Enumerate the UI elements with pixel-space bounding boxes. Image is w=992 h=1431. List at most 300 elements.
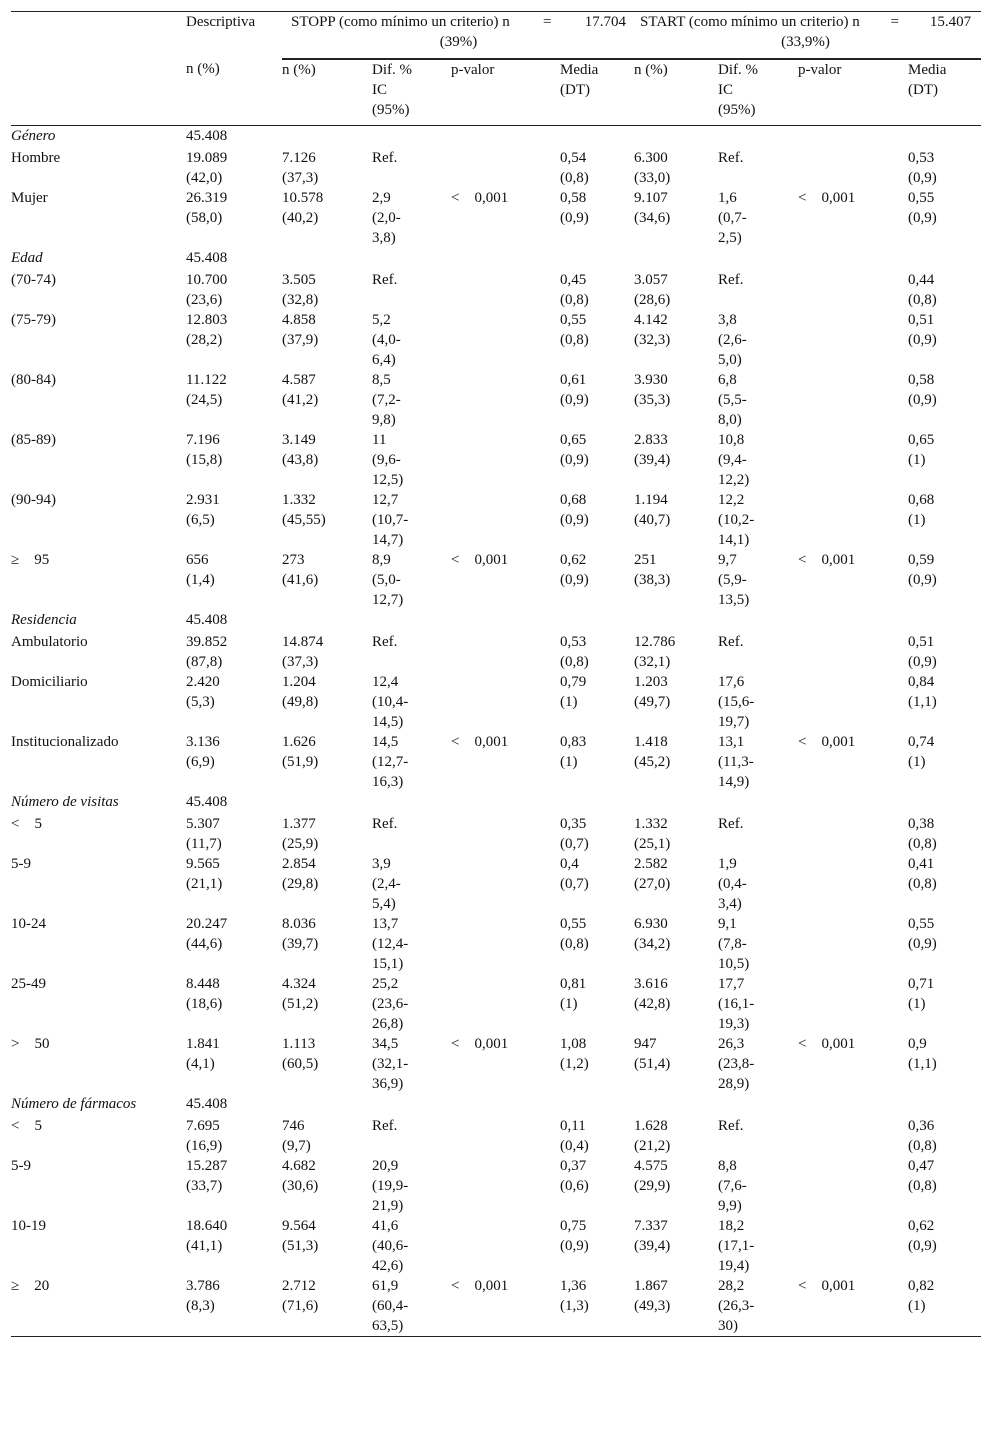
start-dif-cell-line: 13,5): [718, 592, 750, 608]
stopp-n-cell-line: (45,55): [282, 512, 326, 528]
stopp-dif-cell-line: 25,2: [372, 976, 399, 992]
row-label: Ambulatorio: [11, 634, 88, 650]
stopp-pvalue-cell: < 0,001: [451, 1278, 509, 1294]
start-dif-cell-line: (10,2-: [718, 512, 755, 528]
desc-cell-line: 7.196: [186, 432, 220, 448]
stopp-pvalue-cell: [451, 370, 560, 430]
stopp-dif-cell: [372, 490, 451, 550]
desc-cell-line: 20.247: [186, 916, 228, 932]
stopp-media-cell-line: (1): [560, 996, 578, 1012]
table-row: [11, 188, 981, 248]
start-n-cell-line: (49,7): [634, 694, 671, 710]
stopp-n-cell: [282, 310, 372, 370]
start-n-cell: [634, 672, 718, 732]
empty-cell: [718, 610, 798, 632]
desc-cell-line: (18,6): [186, 996, 223, 1012]
empty-cell: [798, 1094, 908, 1116]
start-media-cell-line: 0,68: [908, 492, 935, 508]
stopp-n-cell-line: 1.113: [282, 1036, 316, 1052]
section-total: 45.408: [186, 612, 228, 628]
start-media-cell-line: 0,36: [908, 1118, 935, 1134]
table-row: [11, 632, 981, 672]
stopp-n-cell-line: (51,2): [282, 996, 319, 1012]
desc-cell: [186, 490, 282, 550]
start-media-cell: [908, 370, 981, 430]
col-start-pvalor: p-valor: [798, 62, 842, 78]
stopp-n-cell-line: (43,8): [282, 452, 319, 468]
stopp-media-cell: [560, 1034, 634, 1094]
stopp-n-cell-line: (29,8): [282, 876, 319, 892]
stopp-dif-cell: [372, 188, 451, 248]
stopp-dif-cell-line: (7,2-: [372, 392, 401, 408]
stopp-percent: (39%): [439, 34, 478, 50]
stopp-n-cell-line: 4.324: [282, 976, 316, 992]
desc-cell-line: (5,3): [186, 694, 215, 710]
stopp-n-cell-line: 9.564: [282, 1218, 316, 1234]
start-n-cell-line: 3.057: [634, 272, 668, 288]
stopp-media-cell: [560, 914, 634, 974]
section-total: 45.408: [186, 794, 228, 810]
stopp-n-cell-line: (41,6): [282, 572, 319, 588]
start-pvalue-cell: < 0,001: [798, 734, 856, 750]
stopp-media-cell-line: (0,9): [560, 572, 589, 588]
stopp-n-cell-line: 1.332: [282, 492, 316, 508]
stopp-n-cell: [282, 1216, 372, 1276]
start-media-cell-line: 0,38: [908, 816, 935, 832]
empty-cell: [560, 248, 634, 270]
start-n-cell: [634, 550, 718, 610]
section-title: Género: [11, 128, 56, 144]
start-n-cell-line: (34,6): [634, 210, 671, 226]
start-pvalue-cell: < 0,001: [798, 190, 856, 206]
table-row: [11, 370, 981, 430]
start-pvalue-cell: [798, 1216, 908, 1276]
start-n-cell: [634, 1276, 718, 1337]
empty-cell: [798, 610, 908, 632]
start-n-cell: [634, 270, 718, 310]
media-line1: Media: [908, 62, 947, 78]
start-n-cell-line: (42,8): [634, 996, 671, 1012]
col-start-dif: [718, 59, 798, 126]
stopp-media-cell-line: 0,55: [560, 916, 587, 932]
stopp-n-cell-line: 1.626: [282, 734, 316, 750]
start-n-cell: [634, 632, 718, 672]
start-dif-cell-line: 14,1): [718, 532, 750, 548]
start-media-cell: [908, 854, 981, 914]
stopp-pvalue-cell: [451, 974, 560, 1034]
stopp-media-cell-line: (1,3): [560, 1298, 589, 1314]
desc-cell: [186, 814, 282, 854]
start-n-cell: [634, 974, 718, 1034]
desc-cell-line: (28,2): [186, 332, 223, 348]
row-label: 25-49: [11, 976, 46, 992]
stopp-dif-cell: [372, 1216, 451, 1276]
stopp-dif-cell: [372, 914, 451, 974]
stopp-n-cell-line: 273: [282, 552, 305, 568]
start-n-cell-line: (35,3): [634, 392, 671, 408]
start-dif-cell-line: (23,8-: [718, 1056, 755, 1072]
start-dif-cell: [718, 270, 798, 310]
empty-cell: [634, 1094, 718, 1116]
desc-cell-line: (1,4): [186, 572, 215, 588]
stopp-n-cell-line: (60,5): [282, 1056, 319, 1072]
start-dif-cell-line: 9,1: [718, 916, 737, 932]
stopp-dif-cell-line: 13,7: [372, 916, 399, 932]
table-row: [11, 1116, 981, 1156]
start-media-cell-line: 0,51: [908, 312, 935, 328]
empty-cell: [282, 610, 372, 632]
start-dif-cell-line: (0,7-: [718, 210, 747, 226]
start-media-cell: [908, 632, 981, 672]
start-dif-cell: [718, 370, 798, 430]
start-n-cell-line: 4.575: [634, 1158, 668, 1174]
empty-cell: [282, 1094, 372, 1116]
stopp-dif-cell-line: (32,1-: [372, 1056, 409, 1072]
start-media-cell-line: 0,9: [908, 1036, 927, 1052]
start-media-cell-line: 0,84: [908, 674, 935, 690]
start-dif-cell-line: 12,2: [718, 492, 745, 508]
stopp-title: STOPP (como mínimo un criterio) n: [291, 14, 510, 30]
empty-cell: [718, 1094, 798, 1116]
start-media-cell: [908, 732, 981, 792]
start-n-cell-line: 1.867: [634, 1278, 668, 1294]
stopp-media-cell: [560, 854, 634, 914]
desc-cell-line: 12.803: [186, 312, 228, 328]
start-n-cell-line: (51,4): [634, 1056, 671, 1072]
start-dif-cell-line: (15,6-: [718, 694, 755, 710]
desc-cell-line: (23,6): [186, 292, 223, 308]
stopp-dif-cell-line: 8,9: [372, 552, 391, 568]
section-total: 45.408: [186, 128, 228, 144]
section-header-row: [11, 1094, 981, 1116]
empty-cell: [908, 1094, 981, 1116]
start-n-cell: [634, 430, 718, 490]
stopp-n-cell-line: (9,7): [282, 1138, 311, 1154]
desc-cell: [186, 310, 282, 370]
start-n-cell-line: (33,0): [634, 170, 671, 186]
stopp-media-cell-line: (0,9): [560, 512, 589, 528]
desc-cell-line: (58,0): [186, 210, 223, 226]
row-label: (85-89): [11, 432, 56, 448]
start-media-cell-line: 0,44: [908, 272, 935, 288]
stopp-dif-cell: [372, 732, 451, 792]
desc-cell: [186, 1156, 282, 1216]
desc-cell: [186, 854, 282, 914]
stopp-dif-cell-line: 14,5): [372, 714, 404, 730]
start-media-cell: [908, 148, 981, 188]
start-dif-cell-line: 28,2: [718, 1278, 745, 1294]
stopp-n-cell-line: (71,6): [282, 1298, 319, 1314]
start-dif-cell: [718, 148, 798, 188]
stopp-dif-cell: [372, 974, 451, 1034]
desc-cell-line: 3.786: [186, 1278, 220, 1294]
desc-cell: [186, 430, 282, 490]
stopp-pvalue-cell: [451, 914, 560, 974]
table-row: [11, 550, 981, 610]
start-pvalue-cell: [798, 490, 908, 550]
stopp-media-cell-line: (0,8): [560, 292, 589, 308]
stopp-n-cell-line: (39,7): [282, 936, 319, 952]
stopp-media-cell: [560, 148, 634, 188]
start-dif-cell: [718, 310, 798, 370]
start-n-cell-line: 947: [634, 1036, 657, 1052]
row-label: Mujer: [11, 190, 48, 206]
start-n-cell: [634, 370, 718, 430]
start-n-cell-line: (40,7): [634, 512, 671, 528]
start-n-cell-line: 12.786: [634, 634, 676, 650]
stopp-n-cell: [282, 1276, 372, 1337]
stopp-media-cell: [560, 1116, 634, 1156]
stopp-dif-cell-line: (2,0-: [372, 210, 401, 226]
start-dif-cell-line: Ref.: [718, 816, 744, 832]
stopp-media-cell-line: 1,36: [560, 1278, 587, 1294]
stopp-dif-cell-line: (2,4-: [372, 876, 401, 892]
stopp-dif-cell: [372, 370, 451, 430]
header-empty-cell: [11, 12, 186, 60]
desc-cell-line: 656: [186, 552, 209, 568]
stopp-n-cell-line: 8.036: [282, 916, 316, 932]
stopp-media-cell: [560, 370, 634, 430]
start-media-cell-line: (0,9): [908, 392, 937, 408]
row-label: < 5: [11, 1118, 42, 1134]
start-dif-cell-line: 26,3: [718, 1036, 745, 1052]
start-n-cell-line: (45,2): [634, 754, 671, 770]
start-pvalue-cell: [798, 672, 908, 732]
start-media-cell: [908, 188, 981, 248]
start-media-cell-line: (1): [908, 1298, 926, 1314]
desc-cell-line: (42,0): [186, 170, 223, 186]
start-media-cell-line: 0,59: [908, 552, 935, 568]
stopp-n-cell-line: (51,9): [282, 754, 319, 770]
start-dif-cell-line: (11,3-: [718, 754, 754, 770]
stopp-dif-cell-line: 21,9): [372, 1198, 404, 1214]
desc-cell-line: (6,9): [186, 754, 215, 770]
table-row: [11, 1156, 981, 1216]
stopp-n-cell-line: 4.587: [282, 372, 316, 388]
start-n-cell-line: 1.628: [634, 1118, 668, 1134]
stopp-dif-cell-line: Ref.: [372, 1118, 398, 1134]
stopp-n-cell: [282, 1034, 372, 1094]
stopp-dif-cell-line: 15,1): [372, 956, 404, 972]
stopp-n-cell-line: 2.854: [282, 856, 316, 872]
start-media-cell-line: 0,55: [908, 916, 935, 932]
desc-cell-line: 9.565: [186, 856, 220, 872]
start-dif-cell: [718, 672, 798, 732]
stopp-media-cell: [560, 1216, 634, 1276]
dif-line2: IC: [718, 82, 734, 98]
desc-cell-line: 5.307: [186, 816, 220, 832]
header-start-group: [634, 12, 981, 60]
row-label: Institucionalizado: [11, 734, 119, 750]
desc-cell: [186, 1034, 282, 1094]
stopp-media-cell-line: (0,9): [560, 1238, 589, 1254]
empty-cell: [634, 610, 718, 632]
stopp-n-cell: [282, 732, 372, 792]
start-media-cell-line: 0,53: [908, 150, 935, 166]
start-media-cell: [908, 490, 981, 550]
start-dif-cell-line: (5,5-: [718, 392, 747, 408]
start-dif-cell-line: 9,7: [718, 552, 737, 568]
stopp-media-cell-line: 0,4: [560, 856, 579, 872]
start-dif-cell-line: (2,6-: [718, 332, 747, 348]
table-row: [11, 270, 981, 310]
media-line2: (DT): [908, 82, 939, 98]
stopp-n-cell-line: (41,2): [282, 392, 319, 408]
start-dif-cell-line: (7,6-: [718, 1178, 747, 1194]
desc-cell-line: (21,1): [186, 876, 223, 892]
start-media-cell: [908, 550, 981, 610]
start-n-cell-line: 9.107: [634, 190, 668, 206]
start-n-cell-line: (34,2): [634, 936, 671, 952]
stopp-media-cell-line: (0,9): [560, 210, 589, 226]
desc-cell-line: 26.319: [186, 190, 228, 206]
stopp-dif-cell: [372, 270, 451, 310]
media-line1: Media: [560, 62, 599, 78]
results-table: [11, 11, 981, 1337]
desc-cell-line: 39.852: [186, 634, 228, 650]
start-dif-cell-line: 8,8: [718, 1158, 737, 1174]
start-pvalue-cell: [798, 814, 908, 854]
start-media-cell: [908, 1276, 981, 1337]
start-media-cell-line: 0,55: [908, 190, 935, 206]
stopp-dif-cell-line: 26,8): [372, 1016, 404, 1032]
stopp-equals: =: [543, 14, 552, 30]
start-dif-cell-line: 28,9): [718, 1076, 750, 1092]
start-dif-cell-line: 8,0): [718, 412, 742, 428]
stopp-n-cell: [282, 672, 372, 732]
col-stopp-pvalor: p-valor: [451, 62, 495, 78]
stopp-dif-cell-line: 11: [372, 432, 387, 448]
desc-cell-line: 10.700: [186, 272, 228, 288]
stopp-n-cell: [282, 148, 372, 188]
stopp-media-cell: [560, 814, 634, 854]
desc-cell-line: (24,5): [186, 392, 223, 408]
empty-cell: [282, 792, 372, 814]
empty-cell: [560, 126, 634, 149]
row-label: (90-94): [11, 492, 56, 508]
stopp-n-cell-line: 7.126: [282, 150, 316, 166]
empty-cell: [798, 792, 908, 814]
desc-cell-line: 2.931: [186, 492, 220, 508]
start-pvalue-cell: [798, 632, 908, 672]
header-stopp-group: [282, 12, 634, 60]
start-media-cell: [908, 974, 981, 1034]
desc-cell: [186, 550, 282, 610]
start-pvalue-cell: [798, 310, 908, 370]
start-n-cell-line: 6.930: [634, 916, 668, 932]
desc-cell: [186, 370, 282, 430]
start-dif-cell-line: (7,8-: [718, 936, 747, 952]
col-start-media: [908, 59, 981, 126]
stopp-dif-cell-line: 12,5): [372, 472, 404, 488]
start-dif-cell-line: (26,3-: [718, 1298, 755, 1314]
start-dif-cell-line: 3,8: [718, 312, 737, 328]
stopp-n-cell-line: (37,3): [282, 170, 319, 186]
start-media-cell: [908, 1216, 981, 1276]
start-media-cell-line: (0,8): [908, 876, 937, 892]
empty-cell: [560, 792, 634, 814]
empty-cell: [282, 248, 372, 270]
table-row: [11, 814, 981, 854]
table-row: [11, 490, 981, 550]
start-n-cell-line: (38,3): [634, 572, 671, 588]
stopp-n-cell-line: (30,6): [282, 1178, 319, 1194]
stopp-n-cell: [282, 370, 372, 430]
start-dif-cell: [718, 1116, 798, 1156]
empty-cell: [282, 126, 372, 149]
empty-cell: [718, 792, 798, 814]
empty-cell: [718, 248, 798, 270]
stopp-media-cell-line: 0,81: [560, 976, 587, 992]
stopp-n-cell-line: (37,9): [282, 332, 319, 348]
start-media-cell-line: 0,62: [908, 1218, 935, 1234]
start-n-cell: [634, 854, 718, 914]
stopp-media-cell-line: 0,37: [560, 1158, 587, 1174]
row-label: Hombre: [11, 150, 61, 166]
stopp-dif-cell-line: (60,4-: [372, 1298, 409, 1314]
stopp-dif-cell-line: (9,6-: [372, 452, 401, 468]
stopp-dif-cell-line: (12,7-: [372, 754, 409, 770]
stopp-media-cell-line: 0,65: [560, 432, 587, 448]
desc-cell-line: (33,7): [186, 1178, 223, 1194]
stopp-pvalue-cell: [451, 1156, 560, 1216]
start-n-cell-line: 2.833: [634, 432, 668, 448]
section-header-row: [11, 248, 981, 270]
start-dif-cell-line: Ref.: [718, 272, 744, 288]
stopp-media-cell: [560, 188, 634, 248]
stopp-dif-cell-line: 5,4): [372, 896, 396, 912]
stopp-dif-cell-line: Ref.: [372, 816, 398, 832]
desc-cell-line: (87,8): [186, 654, 223, 670]
desc-cell-line: 8.448: [186, 976, 220, 992]
start-dif-cell-line: 19,4): [718, 1258, 750, 1274]
start-media-cell-line: (1): [908, 512, 926, 528]
start-media-cell-line: (0,8): [908, 836, 937, 852]
start-dif-cell-line: (17,1-: [718, 1238, 755, 1254]
desc-cell-line: (16,9): [186, 1138, 223, 1154]
stopp-media-cell-line: 0,68: [560, 492, 587, 508]
start-count: 15.407: [929, 14, 972, 30]
desc-cell: [186, 188, 282, 248]
start-n-cell: [634, 188, 718, 248]
start-pvalue-cell: [798, 1156, 908, 1216]
start-dif-cell-line: (9,4-: [718, 452, 747, 468]
start-dif-cell-line: 18,2: [718, 1218, 745, 1234]
section-title: Residencia: [11, 612, 77, 628]
stopp-media-cell-line: (1,2): [560, 1056, 589, 1072]
start-dif-cell: [718, 188, 798, 248]
stopp-media-cell-line: 0,75: [560, 1218, 587, 1234]
start-n-cell: [634, 1034, 718, 1094]
stopp-dif-cell: [372, 550, 451, 610]
start-media-cell-line: (0,9): [908, 572, 937, 588]
stopp-media-cell-line: (0,7): [560, 876, 589, 892]
empty-cell: [634, 792, 718, 814]
dif-line3: (95%): [718, 102, 756, 118]
stopp-dif-cell-line: 41,6: [372, 1218, 399, 1234]
start-pvalue-cell: [798, 370, 908, 430]
desc-cell: [186, 632, 282, 672]
start-media-cell: [908, 914, 981, 974]
start-media-cell-line: (0,8): [908, 292, 937, 308]
start-dif-cell-line: 12,2): [718, 472, 750, 488]
desc-cell-line: 19.089: [186, 150, 228, 166]
empty-cell: [560, 1094, 634, 1116]
start-n-cell: [634, 148, 718, 188]
stopp-n-cell: [282, 814, 372, 854]
section-header-row: [11, 610, 981, 632]
stopp-n-cell: [282, 914, 372, 974]
